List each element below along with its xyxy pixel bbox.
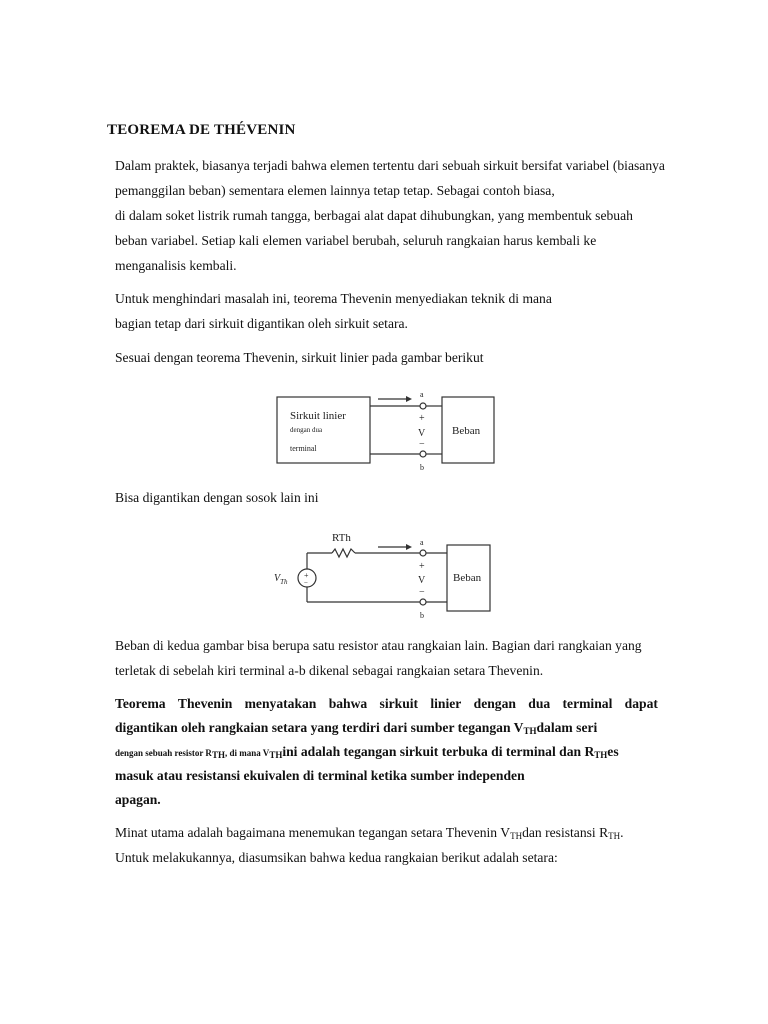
current-arrow-head bbox=[406, 544, 412, 550]
source-label: $V_{Th}$ bbox=[274, 573, 288, 586]
paragraph-1-line-4: beban variabel. Setiap kali elemen variabel berubah, seluruh rangkaian harus kembali ke bbox=[115, 233, 597, 248]
paragraph-6-line-2: Untuk melakukannya, diasumsikan bahwa kedua rangkaian berikut adalah setara: bbox=[115, 850, 558, 865]
figure-linear-circuit bbox=[270, 385, 500, 475]
figure-thevenin-equivalent bbox=[270, 525, 500, 620]
terminal-b-label: b bbox=[420, 463, 424, 472]
theorem-line-4: masuk atau resistansi ekuivalen di terminal ketika sumber independen bbox=[115, 768, 525, 783]
plus-sign: + bbox=[419, 561, 425, 572]
text: , di mana V bbox=[224, 748, 270, 758]
box-label-3: terminal bbox=[290, 444, 317, 453]
word: Thevenin bbox=[177, 696, 233, 711]
text: . bbox=[620, 825, 624, 840]
paragraph-6-line-1 bbox=[115, 825, 624, 841]
load-label: Beban bbox=[452, 425, 481, 437]
word: menyatakan bbox=[244, 696, 317, 711]
paragraph-1-line-5: menganalisis kembali. bbox=[115, 258, 237, 273]
text: dalam seri bbox=[536, 720, 598, 735]
paragraph-4: Bisa digantikan dengan sosok lain ini bbox=[115, 490, 319, 505]
word: sirkuit bbox=[379, 696, 419, 711]
terminal-b bbox=[420, 599, 426, 605]
word: dua bbox=[528, 696, 551, 711]
paragraph-1-line-2: pemanggilan beban) sementara elemen lainnya tetap tetap. Sebagai contoh biasa, bbox=[115, 183, 555, 198]
minus-sign: − bbox=[419, 587, 425, 598]
word: dapat bbox=[624, 696, 658, 711]
terminal-a-label: a bbox=[420, 538, 424, 547]
load-label: Beban bbox=[453, 572, 482, 584]
subscript: TH bbox=[608, 831, 621, 841]
subscript: TH bbox=[211, 750, 225, 760]
terminal-a-label: a bbox=[420, 390, 424, 399]
box-label-1: Sirkuit linier bbox=[290, 410, 346, 422]
subscript: TH bbox=[269, 750, 283, 760]
terminal-b bbox=[420, 451, 426, 457]
resistor-rth bbox=[332, 549, 355, 557]
paragraph-3: Sesuai dengan teorema Thevenin, sirkuit linier pada gambar berikut bbox=[115, 350, 484, 365]
text: digantikan oleh rangkaian setara yang terdiri dari sumber tegangan V bbox=[115, 720, 524, 735]
subscript: TH bbox=[523, 726, 537, 736]
word: terminal bbox=[562, 696, 613, 711]
text: ini adalah tegangan sirkuit terbuka di terminal dan R bbox=[282, 744, 595, 759]
source-plus: + bbox=[304, 571, 309, 580]
theorem-line-3 bbox=[115, 744, 619, 760]
theorem-line-5: apagan. bbox=[115, 792, 161, 807]
text: es bbox=[607, 744, 619, 759]
word: dengan bbox=[473, 696, 516, 711]
plus-sign: + bbox=[419, 413, 425, 424]
current-arrow-head bbox=[406, 396, 412, 402]
text: dan resistansi R bbox=[522, 825, 609, 840]
paragraph-5-line-2: terletak di sebelah kiri terminal a-b dikenal sebagai rangkaian setara Thevenin. bbox=[115, 663, 544, 678]
text: dengan sebuah resistor R bbox=[115, 748, 212, 758]
subscript: TH bbox=[594, 750, 608, 760]
paragraph-5-line-1: Beban di kedua gambar bisa berupa satu resistor atau rangkaian lain. Bagian dari rangkaian yang bbox=[115, 638, 642, 653]
document-title: TEOREMA DE THÉVENIN bbox=[107, 122, 296, 138]
word: linier bbox=[430, 696, 462, 711]
terminal-b-label: b bbox=[420, 611, 424, 620]
theorem-line-1 bbox=[115, 696, 658, 712]
source-minus: − bbox=[304, 579, 308, 587]
paragraph-2-line-1: Untuk menghindari masalah ini, teorema Thevenin menyediakan teknik di mana bbox=[115, 291, 552, 306]
terminal-a bbox=[420, 550, 426, 556]
paragraph-1-line-3: di dalam soket listrik rumah tangga, berbagai alat dapat dihubungkan, yang membentuk sebuah bbox=[115, 208, 633, 223]
voltage-label: V bbox=[418, 575, 426, 586]
box-label-2: dengan dua bbox=[290, 426, 323, 434]
terminal-a bbox=[420, 403, 426, 409]
subscript: TH bbox=[510, 831, 523, 841]
paragraph-1-line-1: Dalam praktek, biasanya terjadi bahwa elemen tertentu dari sebuah sirkuit bersifat variabel (biasanya bbox=[115, 158, 665, 173]
paragraph-2-line-2: bagian tetap dari sirkuit digantikan oleh sirkuit setara. bbox=[115, 316, 408, 331]
voltage-label: V bbox=[418, 428, 426, 439]
theorem-line-2 bbox=[115, 720, 597, 736]
resistor-label: RTh bbox=[332, 532, 351, 544]
minus-sign: − bbox=[419, 439, 425, 450]
word: Teorema bbox=[115, 696, 166, 711]
text: Minat utama adalah bagaimana menemukan tegangan setara Thevenin V bbox=[115, 825, 511, 840]
word: bahwa bbox=[328, 696, 368, 711]
